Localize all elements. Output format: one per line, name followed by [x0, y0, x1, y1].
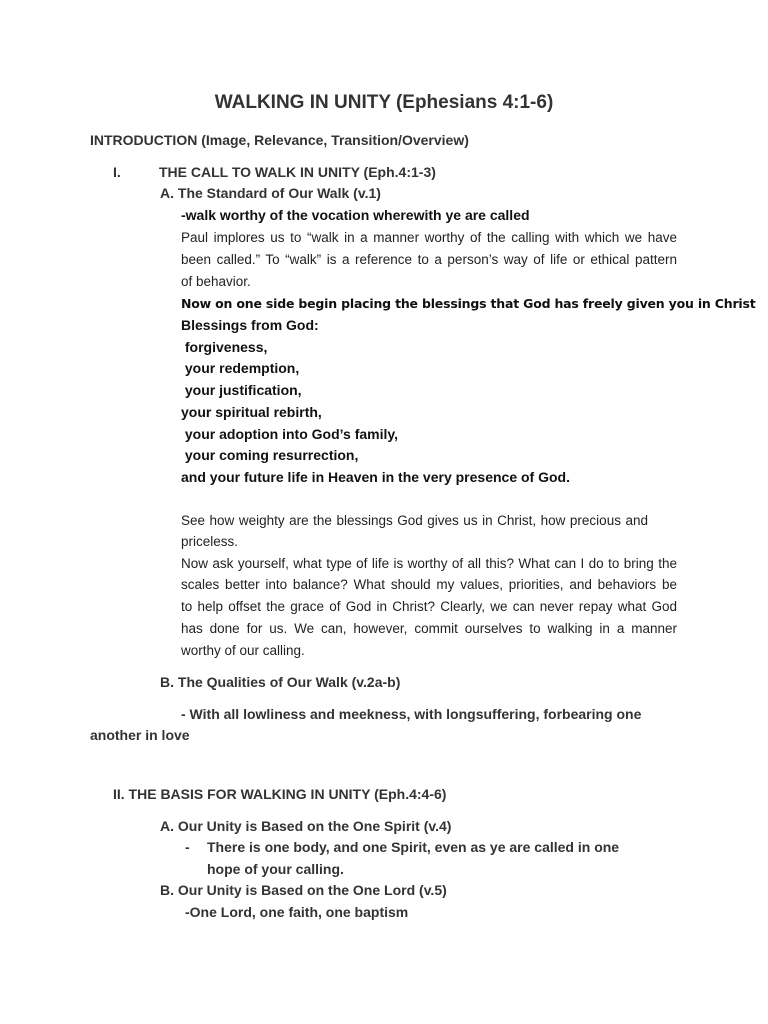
section-1-marker: I.: [113, 164, 121, 180]
paragraph-2-line: Now ask yourself, what type of life is worthy of all this? What can I do to bring the: [181, 556, 677, 571]
section-2a-text: There is one body, and one Spirit, even as ye are called in one: [207, 839, 620, 855]
section-1a-quote: -walk worthy of the vocation wherewith ye are called: [181, 207, 530, 223]
paragraph-2-line: has done for us. We can, however, commit ourselves to walking in a manner: [181, 621, 677, 636]
section-1-heading: THE CALL TO WALK IN UNITY (Eph.4:1-3): [159, 164, 436, 180]
paragraph-2-line: to help offset the grace of God in Christ? Clearly, we can never repay what God: [181, 599, 677, 614]
paragraph-1-line: Paul implores us to “walk in a manner worthy of the calling with which we have: [181, 230, 677, 245]
paragraph-1-line: of behavior.: [181, 274, 251, 289]
paragraph-2-line: worthy of our calling.: [181, 643, 305, 658]
section-2a-text-continued: hope of your calling.: [207, 861, 344, 877]
blessing-item: your spiritual rebirth,: [181, 404, 322, 420]
blessing-item: your justification,: [181, 382, 302, 398]
blessing-item: forgiveness,: [181, 339, 268, 355]
paragraph-1-line: been called.” To “walk” is a reference to a person’s way of life or ethical pattern: [181, 252, 677, 267]
introduction-heading: INTRODUCTION (Image, Relevance, Transition/Overview): [90, 132, 469, 148]
blessing-item: and your future life in Heaven in the very presence of God.: [181, 469, 570, 485]
page-title: WALKING IN UNITY (Ephesians 4:1-6): [214, 92, 554, 113]
section-2-heading: II. THE BASIS FOR WALKING IN UNITY (Eph.4:4-6): [113, 786, 447, 802]
section-2b-text: -One Lord, one faith, one baptism: [185, 904, 409, 920]
section-1b-heading: B. The Qualities of Our Walk (v.2a-b): [160, 674, 401, 690]
blessing-item: your coming resurrection,: [181, 447, 359, 463]
section-2a-heading: A. Our Unity is Based on the One Spirit (v.4): [160, 818, 452, 834]
bullet-dash: -: [185, 839, 190, 855]
paragraph-2-line: scales better into balance? What should my values, priorities, and behaviors be: [181, 577, 677, 592]
paragraph-2-line: See how weighty are the blessings God gives us in Christ, how precious and: [181, 513, 648, 528]
paragraph-2-line: priceless.: [181, 534, 239, 549]
blessing-item: your adoption into God’s family,: [181, 426, 398, 442]
section-1b-quote-continued: another in love: [90, 727, 190, 743]
blessings-note: Now on one side begin placing the blessings that God has freely given you in Christ: [181, 296, 756, 311]
blessings-heading: Blessings from God:: [181, 317, 319, 333]
blessing-item: your redemption,: [181, 360, 300, 376]
section-2b-heading: B. Our Unity is Based on the One Lord (v.5): [160, 882, 447, 898]
section-1b-quote: - With all lowliness and meekness, with longsuffering, forbearing one: [181, 706, 642, 722]
section-1a-heading: A. The Standard of Our Walk (v.1): [160, 185, 381, 201]
